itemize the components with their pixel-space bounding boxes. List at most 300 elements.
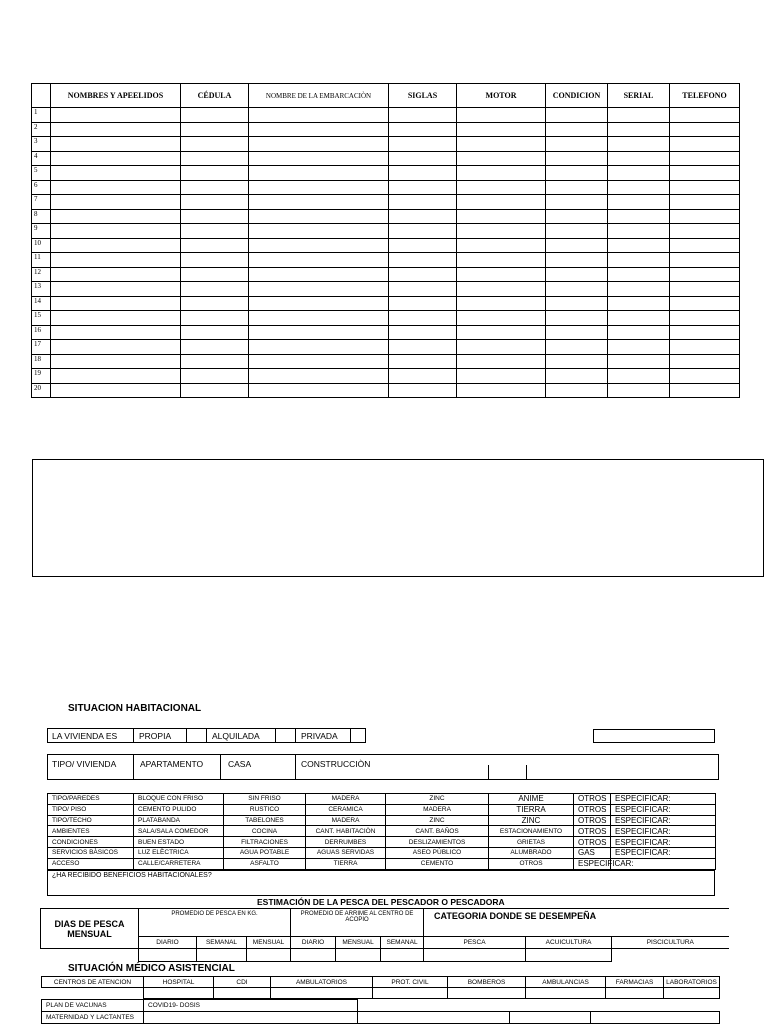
registry-cell[interactable] [457, 325, 546, 340]
med-ambulancias: AMBULANCIAS [526, 977, 606, 988]
vacunas-label: PLAN DE VACUNAS [42, 1000, 144, 1012]
registry-cell[interactable] [457, 180, 546, 195]
registry-cell[interactable] [181, 180, 249, 195]
kg-mensual: MENSUAL [247, 937, 291, 949]
registry-cell[interactable] [51, 180, 181, 195]
registry-cell[interactable] [181, 325, 249, 340]
vivienda-extra-box[interactable] [593, 729, 715, 743]
registry-cell[interactable] [608, 180, 670, 195]
row-number: 8 [32, 209, 51, 224]
registry-cell[interactable] [249, 166, 389, 181]
pesca-title: ESTIMACIÓN DE LA PESCA DEL PESCADOR O PESCADORA [257, 897, 505, 907]
option-apartamento[interactable]: APARTAMENTO [140, 759, 204, 769]
registry-cell[interactable] [249, 151, 389, 166]
registry-cell[interactable] [670, 166, 740, 181]
input-maternidad-3[interactable] [510, 1012, 591, 1024]
registry-row [32, 137, 740, 152]
row-number: 6 [32, 180, 51, 195]
input-kg-diario[interactable] [139, 949, 197, 962]
registry-cell[interactable] [51, 325, 181, 340]
row-number: 11 [32, 253, 51, 268]
registry-cell[interactable] [389, 166, 457, 181]
vivienda-row [48, 837, 716, 848]
registry-cell[interactable] [249, 354, 389, 369]
vivienda-option[interactable]: SALA/SALA COMEDOR [134, 826, 224, 837]
registry-cell[interactable] [181, 369, 249, 384]
registry-cell[interactable] [457, 354, 546, 369]
registry-cell[interactable] [608, 325, 670, 340]
registry-cell[interactable] [457, 137, 546, 152]
row-number: 3 [32, 137, 51, 152]
registry-cell[interactable] [608, 224, 670, 239]
registry-cell[interactable] [670, 340, 740, 355]
registry-cell[interactable] [389, 108, 457, 123]
input-arrime-semanal[interactable] [381, 949, 424, 962]
row-number: 5 [32, 166, 51, 181]
registry-cell[interactable] [389, 253, 457, 268]
vivienda-option[interactable]: GAS [574, 847, 611, 858]
registry-cell[interactable] [608, 195, 670, 210]
registry-cell[interactable] [181, 296, 249, 311]
vivienda-option[interactable]: ESTACIONAMIENTO [489, 826, 574, 837]
row-number: 2 [32, 122, 51, 137]
registry-cell[interactable] [249, 122, 389, 137]
registry-cell[interactable] [546, 224, 608, 239]
row-number: 12 [32, 267, 51, 282]
vivienda-option[interactable]: OTROS [574, 837, 611, 848]
registry-cell[interactable] [51, 122, 181, 137]
registry-cell[interactable] [457, 209, 546, 224]
registry-cell[interactable] [181, 224, 249, 239]
vivienda-row-label: TIPO/TECHO [48, 815, 134, 826]
header-motor: MOTOR [457, 84, 546, 108]
vivienda-row [47, 728, 366, 743]
registry-cell[interactable] [51, 369, 181, 384]
registry-cell[interactable] [608, 296, 670, 311]
vivienda-option[interactable]: ZINC [386, 815, 489, 826]
registry-cell[interactable] [181, 209, 249, 224]
option-construccion[interactable]: CONSTRUCCIÒN [301, 759, 371, 769]
registry-cell[interactable] [51, 209, 181, 224]
vivienda-option[interactable]: LUZ ELÈCTRICA [134, 847, 224, 858]
registry-cell[interactable] [249, 180, 389, 195]
vivienda-option[interactable]: ALUMBRADO [489, 847, 574, 858]
registry-cell[interactable] [546, 238, 608, 253]
registry-cell[interactable] [389, 383, 457, 398]
vivienda-option[interactable]: CANT. BAÑOS [386, 826, 489, 837]
vivienda-option[interactable]: COCINA [224, 826, 306, 837]
registry-cell[interactable] [670, 195, 740, 210]
input-kg-mensual[interactable] [247, 949, 291, 962]
registry-row [32, 282, 740, 297]
vivienda-option[interactable]: OTROS [574, 794, 611, 805]
registry-cell[interactable] [249, 253, 389, 268]
registry-cell[interactable] [389, 369, 457, 384]
registry-row [32, 383, 740, 398]
input-cdi[interactable] [214, 988, 271, 999]
registry-cell[interactable] [389, 238, 457, 253]
pesca-table [40, 908, 729, 962]
input-kg-semanal[interactable] [197, 949, 247, 962]
registry-cell[interactable] [608, 267, 670, 282]
beneficios-row[interactable] [47, 870, 715, 896]
vivienda-row-label: TIPO/PAREDES [48, 794, 134, 805]
vivienda-option[interactable]: CANT. HABITACIÒN [306, 826, 386, 837]
registry-cell[interactable] [457, 340, 546, 355]
row-number: 10 [32, 238, 51, 253]
registry-cell[interactable] [389, 122, 457, 137]
registry-cell[interactable] [608, 238, 670, 253]
registry-cell[interactable] [51, 296, 181, 311]
registry-cell[interactable] [608, 369, 670, 384]
registry-cell[interactable] [546, 296, 608, 311]
input-maternidad-4[interactable] [591, 1012, 720, 1024]
med-hospital: HOSPITAL [144, 977, 214, 988]
vivienda-row [48, 858, 716, 869]
registry-row [32, 166, 740, 181]
input-arrime-mensual[interactable] [336, 949, 381, 962]
registry-cell[interactable] [457, 383, 546, 398]
registry-cell[interactable] [608, 383, 670, 398]
registry-cell[interactable] [670, 137, 740, 152]
input-hospital[interactable] [144, 988, 214, 999]
registry-cell[interactable] [608, 137, 670, 152]
vivienda-option[interactable]: MADERA [386, 804, 489, 815]
header-serial: SERIAL [608, 84, 670, 108]
registry-cell[interactable] [249, 195, 389, 210]
registry-cell[interactable] [249, 383, 389, 398]
registry-cell[interactable] [51, 137, 181, 152]
vivienda-option[interactable]: OTROS [574, 815, 611, 826]
registry-cell[interactable] [457, 166, 546, 181]
registry-cell[interactable] [181, 151, 249, 166]
input-prot-civil[interactable] [373, 988, 448, 999]
promedio-arrime-label: PROMEDIO DE ARRIME AL CENTRO DE ACOPIO [291, 909, 424, 937]
row-number: 4 [32, 151, 51, 166]
registry-cell[interactable] [389, 325, 457, 340]
registry-cell[interactable] [51, 282, 181, 297]
vivienda-label: LA VIVIENDA ES [52, 731, 118, 741]
kg-semanal: SEMANAL [197, 937, 247, 949]
vivienda-table [47, 793, 716, 870]
registry-cell[interactable] [608, 340, 670, 355]
vivienda-option[interactable]: ESPECIFICAR: [574, 858, 611, 869]
vivienda-option[interactable]: GRIETAS [489, 837, 574, 848]
registry-cell[interactable] [670, 151, 740, 166]
med-laboratorios: LABORATORIOS [664, 977, 720, 988]
registry-row [32, 325, 740, 340]
registry-cell[interactable] [546, 282, 608, 297]
registry-cell[interactable] [608, 108, 670, 123]
registry-cell[interactable] [249, 267, 389, 282]
registry-cell[interactable] [181, 311, 249, 326]
vivienda-option[interactable]: AGUAS SERVIDAS [306, 847, 386, 858]
vivienda-option[interactable]: PLATABANDA [134, 815, 224, 826]
input-cat-acuicultura[interactable] [526, 949, 612, 962]
vivienda-option[interactable]: CEMENTO [386, 858, 489, 869]
vivienda-option[interactable]: OTROS [574, 804, 611, 815]
registry-cell[interactable] [51, 238, 181, 253]
registry-cell[interactable] [249, 369, 389, 384]
registry-cell[interactable] [670, 238, 740, 253]
row-number: 17 [32, 340, 51, 355]
vivienda-option[interactable]: CALLE/CARRETERA [134, 858, 224, 869]
promedio-kg-label: PROMEDIO DE PESCA EN KG. [139, 909, 291, 937]
registry-cell[interactable] [51, 151, 181, 166]
registry-cell[interactable] [181, 340, 249, 355]
registry-cell[interactable] [546, 195, 608, 210]
registry-cell[interactable] [670, 180, 740, 195]
categoria-label: CATEGORIA DONDE SE DESEMPEÑA [424, 909, 729, 937]
registry-cell[interactable] [608, 151, 670, 166]
notes-box[interactable] [32, 459, 764, 577]
registry-cell[interactable] [670, 108, 740, 123]
registry-cell[interactable] [546, 108, 608, 123]
vivienda-option[interactable]: OTROS [574, 826, 611, 837]
vivienda-row [48, 804, 716, 815]
registry-cell[interactable] [51, 340, 181, 355]
registry-cell[interactable] [546, 122, 608, 137]
covid-label: COVID19- DOSIS [144, 1000, 358, 1012]
maternidad-label: MATERNIDAD Y LACTANTES [42, 1012, 144, 1024]
cat-pesca: PESCA [424, 937, 526, 949]
vivienda-option[interactable]: DESLIZAMIENTOS [386, 837, 489, 848]
header-telefono: TELEFONO [670, 84, 740, 108]
option-privada[interactable]: PRIVADA [301, 731, 338, 741]
registry-cell[interactable] [249, 224, 389, 239]
registry-cell[interactable] [181, 282, 249, 297]
vivienda-option[interactable]: AGUA POTABLE [224, 847, 306, 858]
registry-cell[interactable] [389, 311, 457, 326]
registry-cell[interactable] [457, 224, 546, 239]
vivienda-row-label: CONDICIONES [48, 837, 134, 848]
registry-cell[interactable] [608, 166, 670, 181]
registry-cell[interactable] [457, 238, 546, 253]
registry-cell[interactable] [181, 267, 249, 282]
vivienda-option[interactable]: ESPECIFICAR: [611, 837, 716, 848]
registry-cell[interactable] [546, 267, 608, 282]
vivienda-option[interactable]: ASFALTO [224, 858, 306, 869]
option-alquilada[interactable]: ALQUILADA [212, 731, 260, 741]
registry-cell[interactable] [181, 383, 249, 398]
registry-cell[interactable] [51, 195, 181, 210]
vivienda-row-label: AMBIENTES [48, 826, 134, 837]
registry-header-row [32, 84, 740, 108]
vivienda-option[interactable]: ESPECIFICAR: [611, 804, 716, 815]
registry-cell[interactable] [670, 354, 740, 369]
vivienda-row-label: TIPO/ PISO [48, 804, 134, 815]
vivienda-option[interactable]: TIERRA [489, 804, 574, 815]
registry-cell[interactable] [457, 253, 546, 268]
registry-cell[interactable] [51, 224, 181, 239]
input-maternidad-2[interactable] [358, 1012, 510, 1024]
registry-cell[interactable] [457, 122, 546, 137]
cat-piscicultura: PISCICULTURA [612, 937, 729, 949]
registry-cell[interactable] [181, 166, 249, 181]
registry-cell[interactable] [457, 267, 546, 282]
registry-cell[interactable] [249, 108, 389, 123]
registry-cell[interactable] [546, 151, 608, 166]
vivienda-option[interactable]: MADERA [306, 815, 386, 826]
input-maternidad[interactable] [144, 1012, 358, 1024]
vivienda-option[interactable]: TABELONES [224, 815, 306, 826]
beneficios-question: ¿HA RECIBIDO BENEFICIOS HABITACIONALES? [52, 872, 212, 879]
dias-pesca-label: DIAS DE PESCA MENSUAL [41, 909, 139, 949]
registry-row [32, 296, 740, 311]
vivienda-option[interactable]: BUEN ESTADO [134, 837, 224, 848]
vivienda-option[interactable]: BLOQUE CON FRISO [134, 794, 224, 805]
kg-diario: DIARIO [139, 937, 197, 949]
vivienda-option[interactable]: FILTRACIONES [224, 837, 306, 848]
vivienda-option[interactable]: SIN FRISO [224, 794, 306, 805]
vivienda-option[interactable]: CEMENTO PULIDO [134, 804, 224, 815]
registry-cell[interactable] [389, 224, 457, 239]
registry-cell[interactable] [389, 340, 457, 355]
registry-cell[interactable] [181, 122, 249, 137]
vivienda-option[interactable]: ZINC [489, 815, 574, 826]
vivienda-option[interactable]: MADERA [306, 794, 386, 805]
registry-cell[interactable] [670, 224, 740, 239]
vivienda-option[interactable]: ESPECIFICAR: [611, 847, 716, 858]
option-casa[interactable]: CASA [228, 759, 252, 769]
registry-cell[interactable] [389, 151, 457, 166]
registry-cell[interactable] [670, 325, 740, 340]
registry-cell[interactable] [51, 383, 181, 398]
vivienda-option[interactable]: ANIME [489, 794, 574, 805]
registry-cell[interactable] [546, 311, 608, 326]
registry-cell[interactable] [249, 325, 389, 340]
registry-cell[interactable] [608, 282, 670, 297]
vivienda-option[interactable]: ASEO PÙBLICO [386, 847, 489, 858]
registry-cell[interactable] [457, 282, 546, 297]
registry-cell[interactable] [389, 180, 457, 195]
registry-cell[interactable] [670, 369, 740, 384]
med-centros: CENTROS DE ATENCION [42, 977, 144, 988]
registry-cell[interactable] [546, 180, 608, 195]
registry-cell[interactable] [249, 238, 389, 253]
registry-cell[interactable] [249, 311, 389, 326]
registry-cell[interactable] [670, 122, 740, 137]
registry-cell[interactable] [51, 253, 181, 268]
input-laboratorios[interactable] [664, 988, 720, 999]
row-number: 18 [32, 354, 51, 369]
registry-cell[interactable] [389, 296, 457, 311]
registry-cell[interactable] [389, 195, 457, 210]
registry-cell[interactable] [670, 253, 740, 268]
registry-cell[interactable] [181, 108, 249, 123]
registry-cell[interactable] [546, 137, 608, 152]
registry-cell[interactable] [670, 267, 740, 282]
registry-cell[interactable] [608, 354, 670, 369]
registry-cell[interactable] [51, 311, 181, 326]
vivienda-option[interactable]: CERAMICA [306, 804, 386, 815]
registry-cell[interactable] [51, 267, 181, 282]
registry-cell[interactable] [181, 238, 249, 253]
registry-cell[interactable] [670, 311, 740, 326]
vivienda-option[interactable]: ZINC [386, 794, 489, 805]
registry-cell[interactable] [389, 267, 457, 282]
registry-cell[interactable] [181, 137, 249, 152]
vivienda-option[interactable]: TIERRA [306, 858, 386, 869]
registry-cell[interactable] [457, 296, 546, 311]
registry-cell[interactable] [546, 383, 608, 398]
registry-cell[interactable] [51, 354, 181, 369]
registry-cell[interactable] [181, 253, 249, 268]
registry-row [32, 122, 740, 137]
registry-cell[interactable] [181, 354, 249, 369]
registry-cell[interactable] [546, 209, 608, 224]
registry-cell[interactable] [51, 108, 181, 123]
input-farmacias[interactable] [606, 988, 664, 999]
vivienda-option[interactable]: ESPECIFICAR: [611, 826, 716, 837]
registry-cell[interactable] [249, 209, 389, 224]
input-cat-piscicultura[interactable] [612, 949, 729, 962]
registry-row [32, 209, 740, 224]
registry-cell[interactable] [249, 282, 389, 297]
vivienda-option[interactable]: DERRUMBES [306, 837, 386, 848]
vivienda-option[interactable]: ESPECIFICAR: [611, 794, 716, 805]
registry-cell[interactable] [457, 369, 546, 384]
input-arrime-diario[interactable] [291, 949, 336, 962]
medico-title: SITUACIÓN MÉDICO ASISTENCIAL [68, 963, 235, 974]
registry-cell[interactable] [51, 166, 181, 181]
vivienda-option[interactable]: RUSTICO [224, 804, 306, 815]
registry-cell[interactable] [389, 209, 457, 224]
cat-acuicultura: ACUICULTURA [526, 937, 612, 949]
registry-cell[interactable] [546, 369, 608, 384]
registry-cell[interactable] [670, 383, 740, 398]
registry-row [32, 180, 740, 195]
registry-cell[interactable] [670, 296, 740, 311]
row-number: 14 [32, 296, 51, 311]
registry-cell[interactable] [546, 354, 608, 369]
registry-cell[interactable] [457, 108, 546, 123]
registry-cell[interactable] [249, 137, 389, 152]
registry-cell[interactable] [389, 137, 457, 152]
registry-row [32, 354, 740, 369]
registry-cell[interactable] [546, 340, 608, 355]
registry-cell[interactable] [389, 354, 457, 369]
registry-cell[interactable] [670, 282, 740, 297]
registry-cell[interactable] [181, 195, 249, 210]
registry-cell[interactable] [546, 325, 608, 340]
option-propia[interactable]: PROPIA [139, 731, 172, 741]
registry-row [32, 238, 740, 253]
input-ambulancias[interactable] [526, 988, 606, 999]
row-number: 7 [32, 195, 51, 210]
registry-cell[interactable] [608, 311, 670, 326]
vivienda-row-label: SERVICIOS BÀSICOS [48, 847, 134, 858]
registry-cell[interactable] [249, 296, 389, 311]
input-bomberos[interactable] [448, 988, 526, 999]
registry-cell[interactable] [457, 311, 546, 326]
input-cat-pesca[interactable] [424, 949, 526, 962]
vivienda-option[interactable]: ESPECIFICAR: [611, 815, 716, 826]
arrime-semanal: SEMANAL [381, 937, 424, 949]
vivienda-option[interactable]: OTROS [489, 858, 574, 869]
registry-cell[interactable] [546, 253, 608, 268]
registry-cell[interactable] [608, 209, 670, 224]
registry-cell[interactable] [457, 195, 546, 210]
registry-cell[interactable] [608, 253, 670, 268]
registry-cell[interactable] [670, 209, 740, 224]
registry-cell[interactable] [389, 282, 457, 297]
input-ambulatorios[interactable] [271, 988, 373, 999]
registry-cell[interactable] [457, 151, 546, 166]
registry-cell[interactable] [546, 166, 608, 181]
registry-cell[interactable] [608, 122, 670, 137]
registry-cell[interactable] [249, 340, 389, 355]
